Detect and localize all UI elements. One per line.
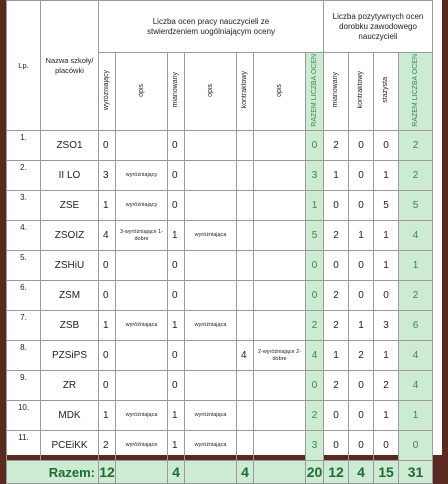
table-cell: [185, 131, 237, 161]
table-cell: 0: [168, 161, 185, 191]
row-number-cell: 11.: [7, 431, 41, 461]
table-cell: 1: [349, 311, 374, 341]
table-cell: [116, 281, 168, 311]
table-cell: 0: [349, 371, 374, 401]
header-group-achievements: Liczba pozytywnych ocen dorobku zawodowego nauczycieli: [324, 1, 433, 53]
table-cell: 1: [306, 191, 324, 221]
table-cell: [185, 191, 237, 221]
header-col: opis: [185, 53, 237, 131]
spreadsheet: [6, 0, 442, 480]
table-cell: 4: [306, 341, 324, 371]
table-cell: 2: [349, 341, 374, 371]
table-cell: 4: [399, 371, 433, 401]
school-name-cell: II LO: [41, 161, 99, 191]
table-cell: [237, 311, 254, 341]
table-cell: 4: [399, 341, 433, 371]
table-cell: 4: [399, 221, 433, 251]
table-cell: wyróżniająca: [185, 221, 237, 251]
table-cell: 0: [168, 251, 185, 281]
table-cell: 5: [399, 191, 433, 221]
school-name-cell: ZSE: [41, 191, 99, 221]
table-cell: 0: [306, 251, 324, 281]
table-cell: 2: [324, 221, 349, 251]
table-cell: 1: [374, 251, 399, 281]
school-name-cell: ZSHiU: [41, 251, 99, 281]
table-cell: 0: [349, 281, 374, 311]
table-cell: 0: [349, 251, 374, 281]
table-cell: 4: [99, 221, 116, 251]
header-col: kontraktowy: [237, 53, 254, 131]
total-cell: 12: [324, 461, 349, 484]
table-cell: 4: [237, 341, 254, 371]
table-cell: 3: [306, 431, 324, 461]
row-number-cell: 3.: [7, 191, 41, 221]
row-number-cell: 9.: [7, 371, 41, 401]
table-cell: [254, 311, 306, 341]
school-name-cell: PCEiKK: [41, 431, 99, 461]
table-cell: [116, 341, 168, 371]
table-cell: [237, 161, 254, 191]
table-cell: [254, 431, 306, 461]
header-col: opis: [116, 53, 168, 131]
table-cell: 3: [374, 311, 399, 341]
table-cell: [254, 221, 306, 251]
header-col: kontraktowy: [349, 53, 374, 131]
total-cell: 12: [99, 461, 116, 484]
table-cell: 0: [349, 191, 374, 221]
table-cell: 0: [306, 131, 324, 161]
row-number-cell: 2.: [7, 161, 41, 191]
table-cell: wyróżniający: [116, 191, 168, 221]
table-cell: [254, 281, 306, 311]
row-number-cell: 5.: [7, 251, 41, 281]
school-name-cell: PZSiPS: [41, 341, 99, 371]
table-cell: 0: [399, 431, 433, 461]
table-cell: 2: [399, 161, 433, 191]
total-cell: 4: [237, 461, 254, 484]
row-number-cell: 1.: [7, 131, 41, 161]
school-name-cell: ZSO1: [41, 131, 99, 161]
table-cell: [237, 131, 254, 161]
school-name-cell: ZSM: [41, 281, 99, 311]
table-cell: 1: [324, 161, 349, 191]
table-cell: 1: [399, 401, 433, 431]
table-cell: 1: [99, 401, 116, 431]
table-cell: 3-wyróżniające 1-dobre: [116, 221, 168, 251]
table-cell: 6: [399, 311, 433, 341]
table-cell: [116, 251, 168, 281]
table-cell: 0: [306, 281, 324, 311]
table-cell: 2: [324, 131, 349, 161]
table-cell: 1: [349, 221, 374, 251]
header-col-total: RAZEM LICZBA OCEN: [306, 53, 324, 131]
table-cell: 0: [349, 431, 374, 461]
table-cell: [254, 371, 306, 401]
table-cell: wyróżniająca: [185, 401, 237, 431]
table-cell: 0: [324, 251, 349, 281]
total-cell: 4: [168, 461, 185, 484]
table-cell: 2: [374, 371, 399, 401]
table-cell: [237, 281, 254, 311]
table-cell: 1: [99, 311, 116, 341]
total-cell: 4: [349, 461, 374, 484]
header-col: opis: [254, 53, 306, 131]
header-col: mianowany: [324, 53, 349, 131]
row-number-cell: 6.: [7, 281, 41, 311]
table-row: [7, 371, 433, 401]
table-cell: 0: [374, 281, 399, 311]
table-cell: 0: [99, 371, 116, 401]
table-cell: 3: [99, 161, 116, 191]
header-col: stażysta: [374, 53, 399, 131]
table-cell: wyróżniające: [116, 431, 168, 461]
table-cell: 1: [168, 431, 185, 461]
table-cell: [185, 371, 237, 401]
school-name-cell: ZSOIZ: [41, 221, 99, 251]
table-cell: [116, 131, 168, 161]
table-cell: [254, 131, 306, 161]
table-cell: 1: [399, 251, 433, 281]
table-cell: wyróżniająca: [116, 401, 168, 431]
table-cell: 0: [349, 161, 374, 191]
table-cell: [237, 191, 254, 221]
table-cell: 0: [168, 371, 185, 401]
table-cell: 0: [374, 131, 399, 161]
school-name-cell: ZR: [41, 371, 99, 401]
table-cell: [237, 251, 254, 281]
table-cell: 1: [374, 221, 399, 251]
table-cell: 0: [168, 341, 185, 371]
table-cell: wyróżniająca: [185, 311, 237, 341]
header-col: wyróżniający: [99, 53, 116, 131]
table-cell: 3: [306, 161, 324, 191]
row-number-cell: 8.: [7, 341, 41, 371]
school-name-cell: MDK: [41, 401, 99, 431]
header-lp: Lp.: [7, 1, 41, 131]
table-cell: 1: [99, 191, 116, 221]
row-number-cell: 4.: [7, 221, 41, 251]
table-cell: 0: [349, 401, 374, 431]
table-cell: 2: [99, 431, 116, 461]
table-row: [7, 161, 433, 191]
table-cell: [237, 401, 254, 431]
total-cell: 20: [306, 461, 324, 484]
table-cell: [237, 431, 254, 461]
table-cell: 0: [99, 131, 116, 161]
header-group-ratings: Liczba ocen pracy nauczycieli ze stwierdzeniem uogólniającym oceny: [99, 1, 324, 53]
table-cell: 0: [324, 431, 349, 461]
table-cell: 0: [349, 131, 374, 161]
header-col-total: RAZEM LICZBA OCEN: [399, 53, 433, 131]
table-cell: 2: [399, 131, 433, 161]
total-row: [7, 461, 433, 484]
table-row: [7, 281, 433, 311]
table-cell: 2-wyróżniające 2-dobre: [254, 341, 306, 371]
table-cell: [185, 251, 237, 281]
table-row: [7, 341, 433, 371]
table-cell: wyróżniająca: [116, 311, 168, 341]
evaluation-table: [6, 0, 433, 484]
table-row: [7, 221, 433, 251]
table-cell: 0: [99, 251, 116, 281]
table-cell: [116, 371, 168, 401]
total-cell: 31: [399, 461, 433, 484]
table-cell: [185, 281, 237, 311]
row-number-cell: 7.: [7, 311, 41, 341]
table-cell: [254, 401, 306, 431]
table-row: [7, 401, 433, 431]
table-cell: wyróżniający: [116, 161, 168, 191]
header-col: mianowany: [168, 53, 185, 131]
table-row: [7, 311, 433, 341]
table-cell: [185, 161, 237, 191]
table-cell: 0: [324, 191, 349, 221]
table-cell: 0: [168, 191, 185, 221]
table-cell: 1: [168, 311, 185, 341]
table-cell: 1: [374, 341, 399, 371]
table-cell: 1: [168, 401, 185, 431]
table-cell: 0: [168, 281, 185, 311]
table-row: [7, 131, 433, 161]
table-cell: 2: [306, 311, 324, 341]
table-cell: [237, 371, 254, 401]
table-cell: [254, 191, 306, 221]
table-cell: 2: [324, 281, 349, 311]
table-cell: 0: [99, 281, 116, 311]
table-row: [7, 251, 433, 281]
table-cell: [185, 341, 237, 371]
table-cell: 0: [168, 131, 185, 161]
table-cell: [254, 161, 306, 191]
table-cell: [237, 221, 254, 251]
total-cell: 15: [374, 461, 399, 484]
table-row: [7, 431, 433, 461]
table-cell: wyróżniająca: [185, 431, 237, 461]
table-row: [7, 191, 433, 221]
table-cell: 2: [324, 371, 349, 401]
table-cell: 1: [374, 161, 399, 191]
table-cell: 2: [324, 311, 349, 341]
table-cell: 0: [374, 431, 399, 461]
table-cell: 1: [168, 221, 185, 251]
table-cell: [254, 251, 306, 281]
table-cell: 0: [99, 341, 116, 371]
table-cell: 1: [324, 341, 349, 371]
table-cell: 2: [399, 281, 433, 311]
row-number-cell: 10.: [7, 401, 41, 431]
table-cell: 5: [374, 191, 399, 221]
table-cell: 5: [306, 221, 324, 251]
table-cell: 1: [374, 401, 399, 431]
header-name: Nazwa szkoły/ placówki: [41, 1, 99, 131]
table-cell: 2: [306, 401, 324, 431]
total-label: Razem:: [7, 461, 99, 484]
table-cell: 0: [324, 401, 349, 431]
table-cell: 0: [306, 371, 324, 401]
school-name-cell: ZSB: [41, 311, 99, 341]
